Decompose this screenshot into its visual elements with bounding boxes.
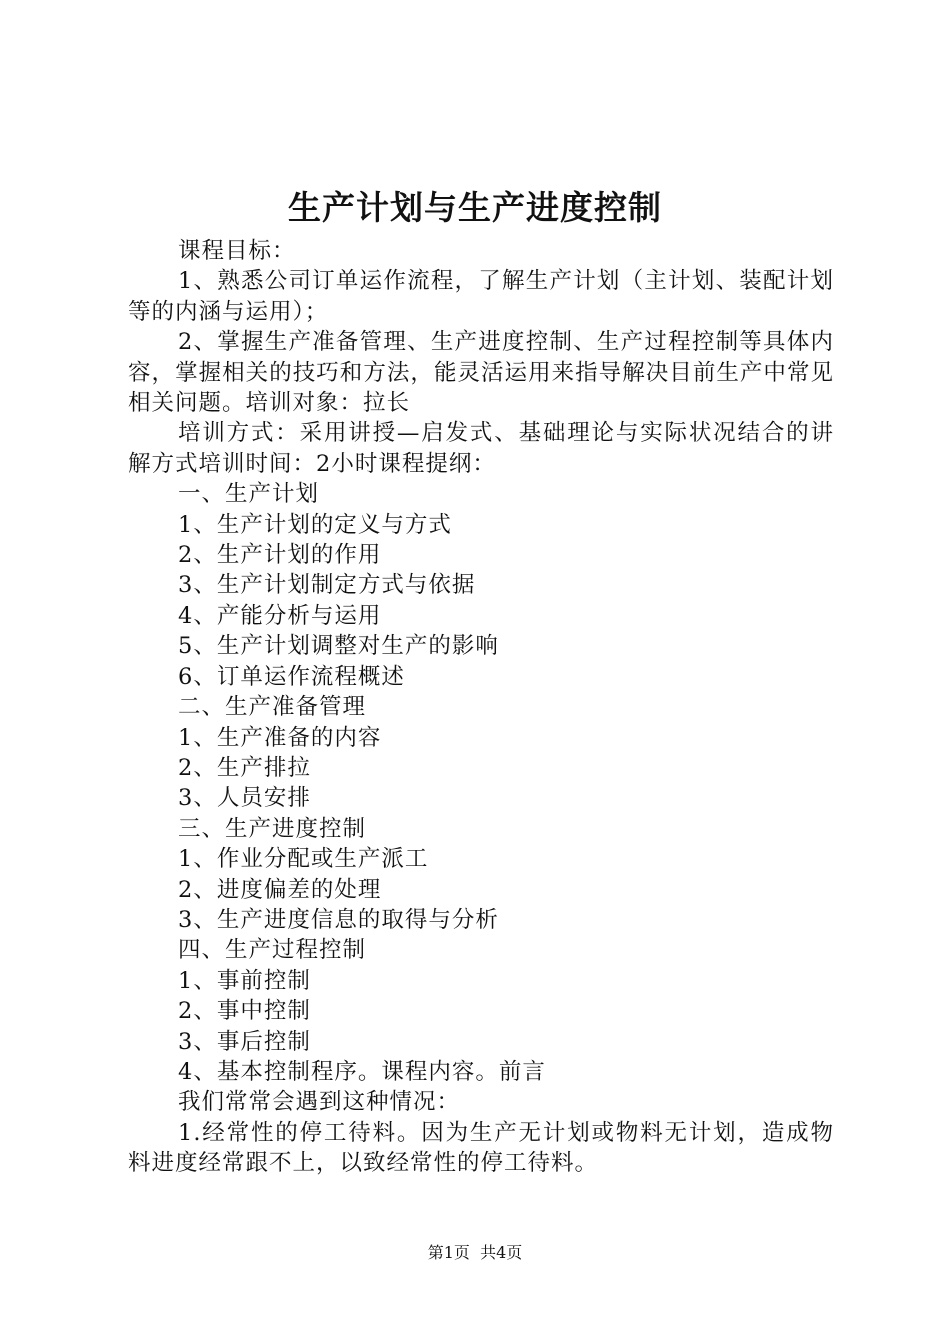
outline-heading-1: 一、生产计划 <box>178 481 320 508</box>
outline-item: 2、生产计划的作用 <box>178 542 382 569</box>
paragraph-situation-1: 1.经常性的停工待料。因为生产无计划或物料无计划，造成物料进度经常跟不上，以致经常性的停工待料。 <box>128 1119 834 1177</box>
outline-item: 4、基本控制程序。课程内容。前言 <box>178 1058 546 1085</box>
outline-item: 1、生产计划的定义与方式 <box>178 511 452 538</box>
outline-item: 1、事前控制 <box>178 967 311 994</box>
page-total: 共4页 <box>480 1243 523 1262</box>
outline-item: 2、生产排拉 <box>178 754 311 781</box>
page-number: 第1页 <box>427 1243 470 1262</box>
paragraph-situation-intro: 我们常常会遇到这种情况： <box>178 1089 461 1116</box>
paragraph-goal-2: 2、掌握生产准备管理、生产进度控制、生产过程控制等具体内容，掌握相关的技巧和方法，能灵活运用来指导解决目前生产中常见相关问题。培训对象：拉长 <box>128 329 834 417</box>
outline-item: 3、生产计划制定方式与依据 <box>178 572 476 599</box>
outline-item: 5、生产计划调整对生产的影响 <box>178 633 499 660</box>
outline-heading-2: 二、生产准备管理 <box>178 694 367 721</box>
outline-heading-4: 四、生产过程控制 <box>178 937 367 964</box>
paragraph-training-method: 培训方式：采用讲授—启发式、基础理论与实际状况结合的讲解方式培训时间：2小时课程提纲： <box>128 420 834 477</box>
page-footer <box>0 1241 950 1265</box>
document-title: 生产计划与生产进度控制 <box>288 188 662 227</box>
outline-item: 2、进度偏差的处理 <box>178 876 382 903</box>
document-body <box>128 236 834 1179</box>
paragraph-goal-1: 1、熟悉公司订单运作流程，了解生产计划（主计划、装配计划等的内涵与运用）； <box>128 268 834 325</box>
outline-item: 1、作业分配或生产派工 <box>178 846 429 873</box>
outline-item: 1、生产准备的内容 <box>178 724 382 751</box>
outline-item: 3、生产进度信息的取得与分析 <box>178 906 499 933</box>
outline-item: 2、事中控制 <box>178 998 311 1025</box>
outline-heading-3: 三、生产进度控制 <box>178 815 367 842</box>
outline-item: 3、事后控制 <box>178 1028 311 1055</box>
outline-item: 6、订单运作流程概述 <box>178 663 405 690</box>
outline-item: 4、产能分析与运用 <box>178 602 382 629</box>
paragraph-course-goal: 课程目标： <box>178 238 296 264</box>
outline-item: 3、人员安排 <box>178 785 311 812</box>
